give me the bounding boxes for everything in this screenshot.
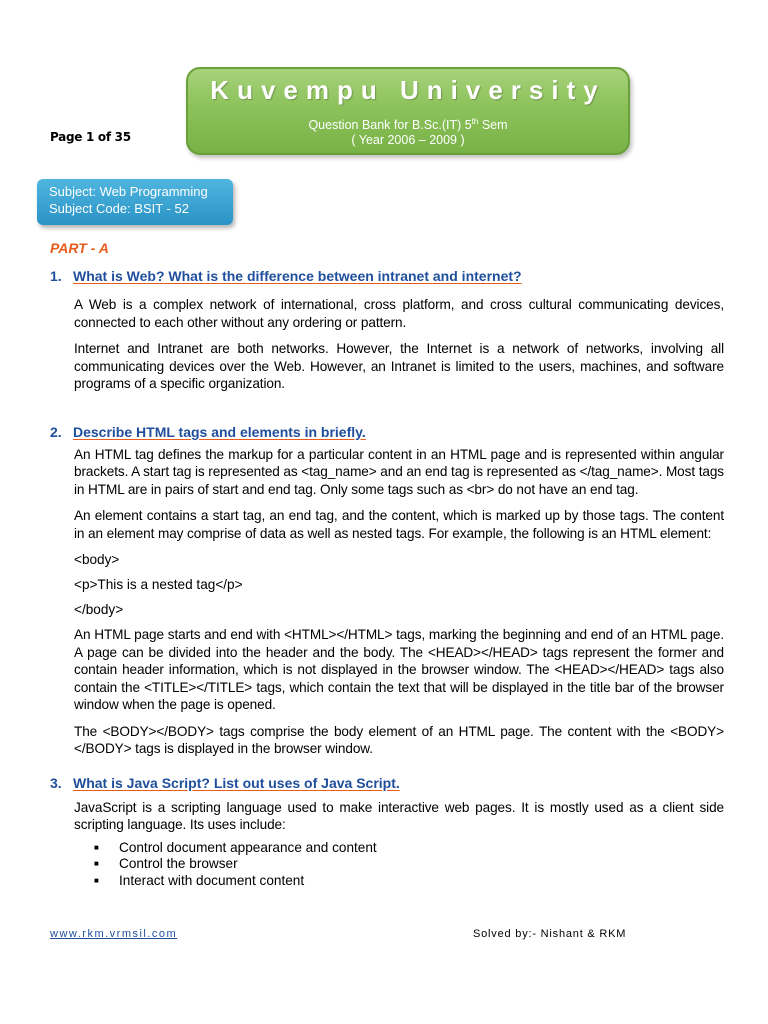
list-item: [94, 856, 724, 873]
question-title: What is Web? What is the difference between intranet and internet?: [73, 268, 522, 284]
code-line: <p>This is a nested tag</p>: [74, 577, 243, 592]
list-item-text: Control the browser: [119, 856, 238, 871]
answer-paragraph: JavaScript is a scripting language used to make interactive web pages. It is mostly used as a client side scripting language. Its uses include:: [74, 799, 724, 832]
website-link[interactable]: www.rkm.vrmsil.com: [50, 928, 178, 940]
question-list: [50, 268, 724, 889]
question-heading: [50, 424, 724, 440]
answer-paragraph: An HTML page starts and end with <HTML></HTML> tags, marking the beginning and end of an HTML page. A page can be divided into the header and the body. The <HEAD></HEAD> tags represent the former and contain header information, which is not displayed in the browser window. The <HEAD></HEAD> tags also contain the <TITLE></TITLE> tags, which contain the text that will be displayed in the title bar of the browser window when the page is opened.: [74, 627, 724, 712]
subject-code: Subject Code: BSIT - 52: [49, 201, 189, 216]
part-heading: PART - A: [50, 240, 109, 256]
answer-paragraph: The <BODY></BODY> tags comprise the body element of an HTML page. The content with the <BODY></BODY> tags is displayed in the browser window.: [74, 723, 724, 756]
answer-paragraph: A Web is a complex network of international, cross platform, and cross cultural communicating devices, connected to each other without any ordering or pattern.: [74, 297, 724, 330]
list-item: [94, 840, 724, 857]
page-number: Page 1 of 35: [50, 130, 131, 144]
solved-by-credit: Solved by:- Nishant & RKM: [473, 928, 627, 940]
uses-list: [94, 840, 724, 890]
subtitle-text: Question Bank for B.Sc.(IT) 5: [308, 118, 472, 133]
question-heading: [50, 775, 724, 791]
answer-paragraph: An element contains a start tag, an end tag, and the content, which is marked up by those tags. The content in an element may comprise of data as well as nested tags. For example, the following is an HTML element:: [74, 508, 724, 541]
question-number: 1.: [50, 268, 62, 284]
code-line: <body>: [74, 552, 120, 567]
subject-name: Subject: Web Programming: [49, 184, 208, 199]
university-banner: [186, 67, 630, 155]
banner-subtitle: [188, 114, 628, 133]
list-item: [94, 873, 724, 890]
question-title: Describe HTML tags and elements in briefly.: [73, 423, 366, 440]
subject-box: [37, 179, 233, 225]
list-item-text: Interact with document content: [119, 872, 305, 888]
code-line: </body>: [74, 602, 124, 617]
square-bullet-icon: ■: [94, 875, 99, 885]
square-bullet-icon: ■: [94, 859, 99, 868]
question-heading: [50, 268, 724, 284]
square-bullet-icon: ■: [94, 842, 99, 852]
question-title: What is Java Script? List out uses of Java Script.: [73, 774, 400, 791]
question-number: 3.: [50, 774, 62, 791]
subtitle-superscript: th: [471, 117, 479, 126]
question-number: 2.: [50, 423, 62, 440]
answer-paragraph: Internet and Intranet are both networks. However, the Internet is a network of networks, involving all communicating devices over the Web. However, an Intranet is limited to the users, machines, and software programs of a specific organization.: [74, 341, 724, 391]
university-title: Kuvempu University: [210, 75, 606, 105]
list-item-text: Control document appearance and content: [119, 839, 377, 855]
subtitle-suffix: Sem: [478, 118, 508, 133]
answer-paragraph: An HTML tag defines the markup for a particular content in an HTML page and is represented within angular brackets. A start tag is represented as <tag_name> and an end tag is represented as </tag_name>. Most tags in HTML are in pairs of start and end tag. Only some tags such as <br> do not have an end tag.: [74, 446, 724, 497]
banner-years: ( Year 2006 – 2009 ): [351, 133, 465, 148]
